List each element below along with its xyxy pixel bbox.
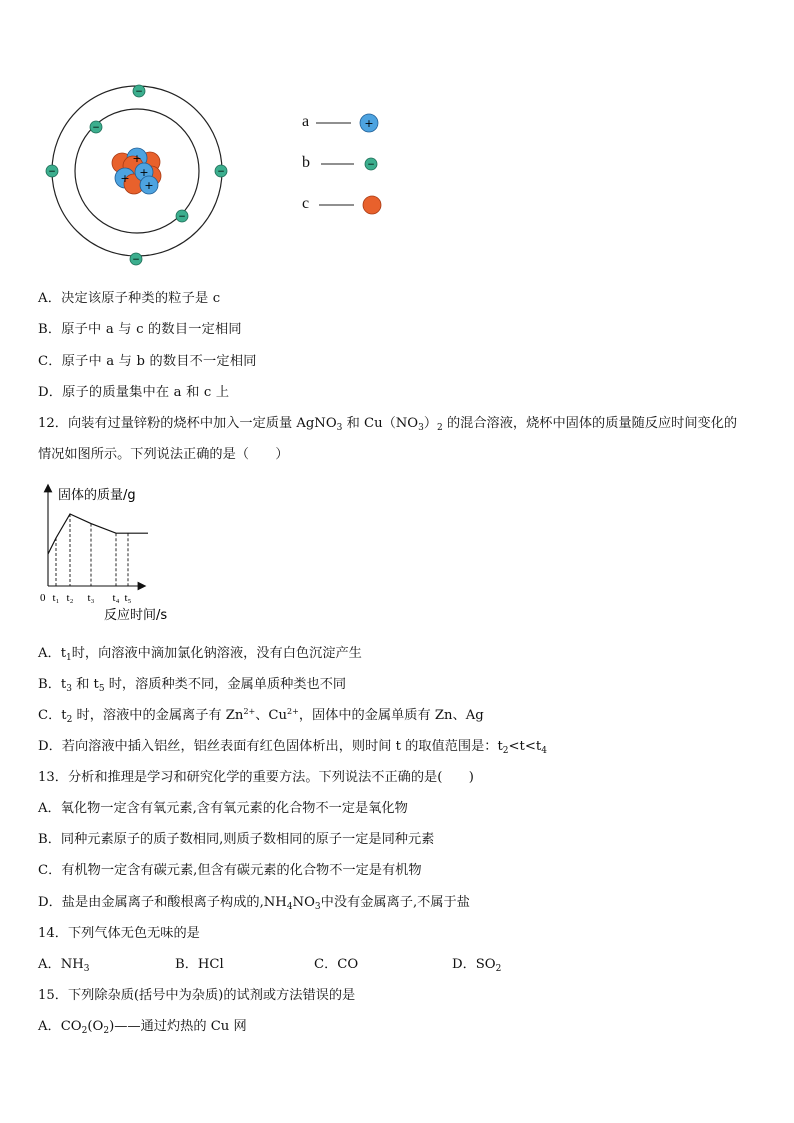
electron bbox=[176, 210, 188, 222]
q15-opt-a-part: (O bbox=[87, 1019, 104, 1034]
q12-option-d bbox=[38, 738, 547, 756]
q12-opt-a-part: 时，向溶液中滴加氯化钠溶液，没有白色沉淀产生 bbox=[71, 646, 362, 661]
q11-option-a-text: A．决定该原子种类的粒子是 c bbox=[38, 291, 221, 306]
q12-opt-b-part: B．t bbox=[38, 677, 67, 692]
legend-label-b: b bbox=[302, 154, 310, 171]
x-tick-label: t₅ bbox=[124, 592, 132, 604]
q15-opt-a-part: )——通过灼热的 Cu 网 bbox=[109, 1019, 247, 1034]
q14-opt-a-part: A．NH bbox=[38, 957, 84, 972]
q13-opt-d-part: D．盐是由金属离子和酸根离子构成的,NH bbox=[38, 895, 287, 910]
q12-sub: 2 bbox=[502, 746, 509, 756]
q14-stem bbox=[38, 925, 200, 943]
q13-option-c-text: C．有机物一定含有碳元素,但含有碳元素的化合物不一定是有机物 bbox=[38, 863, 422, 878]
electron bbox=[133, 85, 145, 97]
q12-option-c bbox=[38, 707, 484, 725]
q12-sub: 3 bbox=[418, 423, 424, 433]
q11-option-c bbox=[38, 353, 257, 371]
q12-opt-c-part: 、Cu bbox=[255, 708, 288, 723]
q11-option-c-text: C．原子中 a 与 b 的数目不一定相同 bbox=[38, 354, 257, 369]
svg-text:−: − bbox=[92, 123, 100, 133]
q12-stem-line2 bbox=[38, 446, 289, 464]
x-axis-label: 反应时间/s bbox=[104, 608, 168, 623]
q12-stem-part: 12．向装有过量锌粉的烧杯中加入一定质量 AgNO bbox=[38, 416, 337, 431]
y-axis-label: 固体的质量/g bbox=[58, 488, 136, 503]
q12-opt-d-part: D．若向溶液中插入铝丝，铝丝表面有红色固体析出，则时间 t 的取值范围是：t bbox=[38, 739, 503, 754]
x-tick-label: t₂ bbox=[66, 592, 74, 604]
q12-option-b bbox=[38, 676, 346, 694]
q14-option-d bbox=[452, 956, 501, 974]
electron-sign: − bbox=[367, 160, 375, 170]
q12-mass-time-chart bbox=[32, 482, 202, 628]
q13-opt-d-part: 中没有金属离子,不属于盐 bbox=[320, 895, 470, 910]
q14-option-b bbox=[175, 956, 224, 974]
q15-stem-text: 15．下列除杂质(括号中为杂质)的试剂或方法错误的是 bbox=[38, 988, 356, 1003]
q12-sub: 4 bbox=[541, 746, 547, 756]
q14-opt-b-text: B．HCl bbox=[175, 957, 224, 972]
q13-sub: 4 bbox=[286, 902, 293, 912]
q14-option-a bbox=[38, 956, 90, 974]
q12-stem-line1 bbox=[38, 415, 737, 433]
x-tick-label: t₃ bbox=[87, 592, 95, 604]
q11-option-a bbox=[38, 290, 220, 308]
nucleus bbox=[112, 148, 161, 194]
q13-option-a bbox=[38, 800, 408, 818]
q12-option-a bbox=[38, 645, 362, 663]
chart-marks bbox=[48, 514, 148, 604]
q14-opt-c-text: C．CO bbox=[314, 957, 359, 972]
svg-text:+: + bbox=[132, 152, 142, 165]
q14-sub: 2 bbox=[495, 964, 502, 974]
q12-sup: 2+ bbox=[243, 707, 256, 716]
q15-opt-a-part: A．CO bbox=[38, 1019, 82, 1034]
q14-option-c bbox=[314, 956, 358, 974]
svg-text:−: − bbox=[217, 167, 225, 177]
proton-sign: + bbox=[364, 117, 374, 130]
electron bbox=[215, 165, 227, 177]
q13-sub: 3 bbox=[314, 902, 321, 912]
svg-text:+: + bbox=[139, 166, 149, 179]
q15-sub: 2 bbox=[81, 1026, 88, 1036]
q15-sub: 2 bbox=[103, 1026, 110, 1036]
x-tick-label: t₁ bbox=[52, 592, 60, 604]
mass-line bbox=[48, 514, 148, 554]
q11-option-d bbox=[38, 384, 229, 402]
q12-opt-a-part: A．t bbox=[38, 646, 67, 661]
q12-sub: 5 bbox=[98, 684, 105, 694]
q11-option-b-text: B．原子中 a 与 c 的数目一定相同 bbox=[38, 322, 242, 337]
q13-option-c bbox=[38, 862, 422, 880]
q13-option-a-text: A．氧化物一定含有氧元素,含有氧元素的化合物不一定是氧化物 bbox=[38, 801, 408, 816]
q15-stem bbox=[38, 987, 355, 1005]
electron bbox=[46, 165, 58, 177]
q12-opt-b-part: 和 t bbox=[76, 677, 99, 692]
q12-sub: 1 bbox=[66, 653, 72, 663]
q12-sub: 3 bbox=[66, 684, 72, 694]
x-tick-label: t₄ bbox=[112, 592, 120, 604]
q12-opt-c-part: C．t bbox=[38, 708, 67, 723]
q12-sub: 2 bbox=[66, 715, 73, 725]
origin-label: 0 bbox=[40, 592, 46, 604]
q12-stem-part: 的混合溶液，烧杯中固体的质量随反应时间变化的 bbox=[446, 416, 738, 431]
q12-opt-c-part: 时，溶液中的金属离子有 Zn bbox=[76, 708, 244, 723]
q13-option-b bbox=[38, 831, 434, 849]
svg-text:+: + bbox=[120, 172, 130, 185]
q12-stem-part: 和 Cu（NO bbox=[346, 416, 419, 431]
electron bbox=[90, 121, 102, 133]
q12-opt-c-part: ，固体中的金属单质有 Zn、Ag bbox=[298, 708, 484, 723]
q12-sub: 3 bbox=[336, 423, 343, 433]
q14-stem-text: 14．下列气体无色无味的是 bbox=[38, 926, 200, 941]
svg-text:+: + bbox=[144, 179, 154, 192]
q13-opt-d-part: NO bbox=[292, 895, 315, 910]
q12-opt-b-part: 时，溶质种类不同，金属单质种类也不同 bbox=[108, 677, 347, 692]
q12-stem-text: 情况如图所示。下列说法正确的是（ ） bbox=[38, 447, 289, 462]
legend-graphics bbox=[316, 110, 396, 220]
svg-text:−: − bbox=[178, 212, 186, 222]
svg-text:−: − bbox=[48, 167, 56, 177]
q12-sup: 2+ bbox=[287, 707, 299, 716]
atom-diagram bbox=[40, 80, 240, 270]
q11-option-b bbox=[38, 321, 242, 339]
q14-opt-d-part: D．SO bbox=[452, 957, 496, 972]
electron bbox=[130, 253, 142, 265]
neutron-icon bbox=[363, 196, 381, 214]
q15-option-a bbox=[38, 1018, 247, 1036]
q13-stem bbox=[38, 769, 474, 787]
q12-stem-part: ） bbox=[423, 416, 438, 431]
legend-label-c: c bbox=[302, 195, 310, 212]
svg-text:−: − bbox=[135, 87, 143, 97]
q13-stem-text: 13．分析和推理是学习和研究化学的重要方法。下列说法不正确的是( ) bbox=[38, 770, 474, 785]
q11-option-d-text: D．原子的质量集中在 a 和 c 上 bbox=[38, 385, 230, 400]
q13-option-d bbox=[38, 894, 470, 912]
q12-sub: 2 bbox=[437, 423, 443, 433]
q14-sub: 3 bbox=[83, 964, 90, 974]
q12-opt-d-part: <t<t bbox=[508, 739, 542, 754]
legend-label-a: a bbox=[302, 113, 310, 130]
svg-text:−: − bbox=[132, 255, 140, 265]
q13-option-b-text: B．同种元素原子的质子数相同,则质子数相同的原子一定是同种元素 bbox=[38, 832, 435, 847]
